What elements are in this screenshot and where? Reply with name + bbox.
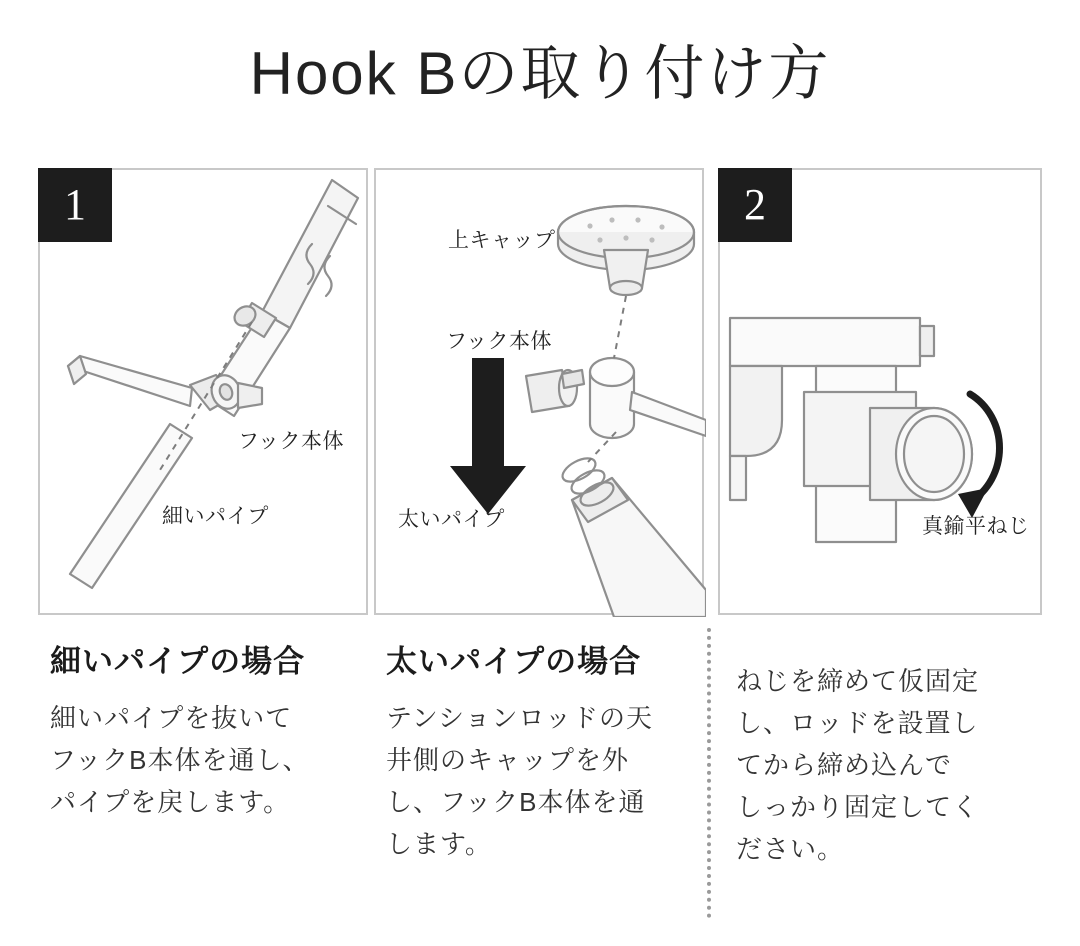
panel-step-1b bbox=[374, 168, 704, 615]
caption-heading-1: 細いパイプの場合 bbox=[50, 644, 306, 679]
step-number-2: 2 bbox=[718, 168, 792, 242]
caption-line: フックB本体を通し、 bbox=[50, 745, 310, 776]
caption-line: します。 bbox=[386, 829, 492, 860]
step-number-1: 1 bbox=[38, 168, 112, 242]
caption-line: し、フックB本体を通 bbox=[386, 787, 646, 818]
hook-body-label-2: フック本体 bbox=[446, 330, 553, 353]
thin-pipe-label: 細いパイプ bbox=[162, 505, 269, 528]
caption-line: 細いパイプを抜いて bbox=[50, 703, 293, 733]
caption-line: 井側のキャップを外 bbox=[386, 745, 630, 776]
down-arrow-icon bbox=[450, 358, 526, 514]
caption-line: ねじを締めて仮固定 bbox=[736, 666, 980, 696]
panel-step-2 bbox=[718, 168, 1042, 615]
thick-pipe-label: 太いパイプ bbox=[398, 508, 505, 531]
caption-body-3 bbox=[736, 660, 1036, 871]
vertical-dotted-divider bbox=[707, 628, 711, 918]
caption-block-2 bbox=[386, 636, 686, 865]
caption-block-3 bbox=[736, 660, 1036, 871]
upper-cap-label: 上キャップ bbox=[448, 229, 556, 252]
caption-line: てから締め込んで bbox=[736, 750, 953, 781]
caption-line: テンションロッドの天 bbox=[386, 703, 654, 733]
caption-line: パイプを戻します。 bbox=[50, 787, 291, 818]
caption-line: ださい。 bbox=[736, 834, 845, 865]
brass-flat-screw-label: 真鍮平ねじ bbox=[922, 515, 1030, 538]
rotate-arrow-icon bbox=[970, 394, 1000, 502]
caption-heading-2: 太いパイプの場合 bbox=[386, 644, 642, 679]
caption-line: し、ロッドを設置し bbox=[736, 708, 979, 739]
hook-body-label: フック本体 bbox=[238, 430, 345, 453]
caption-line: しっかり固定してく bbox=[736, 792, 980, 823]
caption-body-1 bbox=[50, 697, 350, 823]
caption-body-2 bbox=[386, 697, 686, 865]
panel-step-1 bbox=[38, 168, 368, 615]
page-title: Hook Bの取り付け方 bbox=[249, 40, 831, 107]
caption-block-1 bbox=[50, 636, 350, 823]
